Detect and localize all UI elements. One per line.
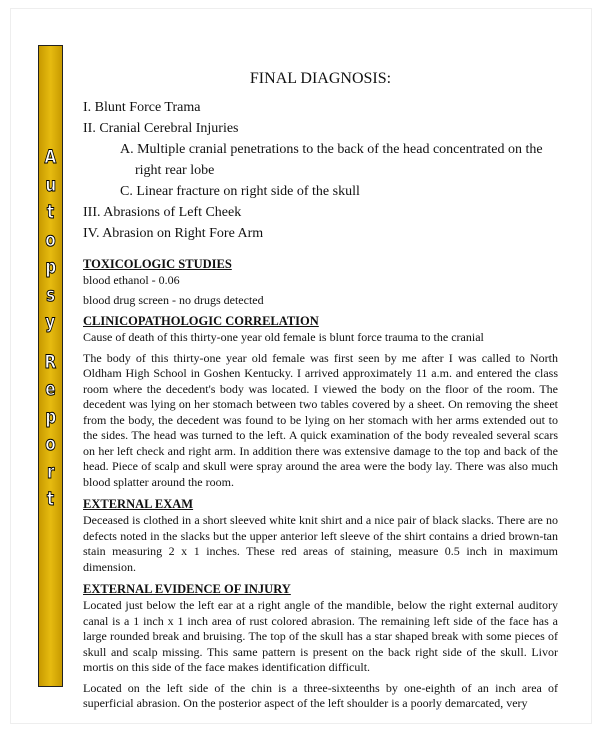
page-title: FINAL DIAGNOSIS: (249, 70, 392, 87)
banner-letter: o (45, 228, 56, 251)
diagnosis-item: I. Blunt Force Trama (83, 100, 201, 115)
banner-letter: p (45, 256, 56, 278)
banner-letter: s (45, 283, 56, 306)
banner-letter: r (46, 460, 55, 483)
diagnosis-item: III. Abrasions of Left Cheek (83, 205, 242, 220)
toxicology-line: blood drug screen - no drugs detected (83, 292, 264, 307)
paragraph: Located on the left side of the chin is a three-sixteenths by one-eighth of an inch area of superficial abrasion. On the posterior aspect of the left shoulder is a poorly demarcated, very (83, 680, 558, 710)
paragraph: The body of this thirty-one year old female was first seen by me after I was called to North Oldham High School in Goshen Kentucky. I arrived approximately 11 a.m. and entered the class room where the decedent's body was located. I viewed the body on the floor of the room. The decedent was lying on her stomach between two tables covered by a sheet. On removing the sheet from the body, the decedent was found to be lying on her stomach with her arms extended out to the sides. The head was turned to the left. A quick examination of the body revealed several scars on her left check and right arm. In addition there was extensive damage to the top and back of the head. Piece of scalp and skull were spray around the area were the body lay. There was also much blood splatter around the room. (83, 350, 558, 489)
banner-letter: A (44, 146, 57, 168)
paragraph: Cause of death of this thirty-one year old female is blunt force trauma to the cranial (83, 330, 484, 344)
diagnosis-subitem: A. Multiple cranial penetrations to the back of the head concentrated on the right rear lobe (120, 142, 543, 178)
banner-letter: e (45, 378, 56, 400)
banner-letter: R (44, 350, 57, 373)
banner-letter: u (45, 173, 56, 196)
autopsy-report-sidebar-banner (38, 45, 63, 687)
document-body (83, 70, 558, 717)
toxicology-line: blood ethanol - 0.06 (83, 273, 180, 287)
paragraph: Located just below the left ear at a right angle of the mandible, below the right external auditory canal is a 1 inch x 1 inch area of rust colored abrasion. The remaining left side of the face has a large rounded break and bruising. The top of the skull has a star shaped break with some pieces of skull and scalp missing. This same pattern is present on the back right side of the skull. Livor mortis on this side of the face makes identification difficult. (83, 598, 558, 674)
paragraph: Deceased is clothed in a short sleeved white knit shirt and a nice pair of black slacks. There are no defects noted in the slacks but the upper anterior left sleeve of the shirt contains a dried brown-tan stain measuring 2 x 1 inches. These red areas of staining, measure 0.5 inch in maximum dimension. (83, 513, 558, 574)
external-injury-heading: EXTERNAL EVIDENCE OF INJURY (83, 582, 291, 596)
banner-letter: p (45, 405, 56, 428)
external-exam-heading: EXTERNAL EXAM (83, 497, 194, 511)
diagnosis-item: II. Cranial Cerebral Injuries (83, 121, 239, 136)
banner-letter: t (46, 488, 55, 510)
banner-letter: t (46, 201, 55, 223)
diagnosis-item: IV. Abrasion on Right Fore Arm (83, 226, 264, 241)
toxicology-heading: TOXICOLOGIC STUDIES (83, 257, 232, 271)
diagnosis-subitem: C. Linear fracture on right side of the skull (120, 184, 360, 199)
banner-letter: y (45, 311, 56, 333)
banner-letter: o (45, 433, 56, 455)
clinicopathologic-heading: CLINICOPATHOLOGIC CORRELATION (83, 314, 319, 328)
